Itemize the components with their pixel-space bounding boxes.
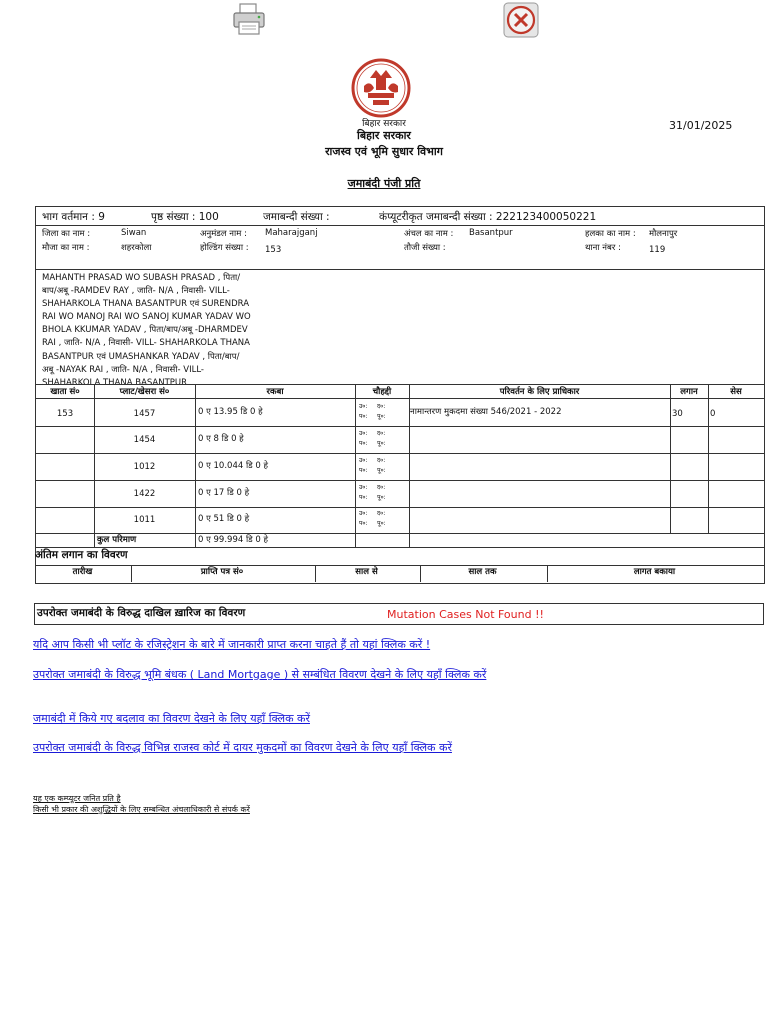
lagan-col-year-to: साल तक [468, 567, 497, 577]
lagan-section-title: अंतिम लगान का विवरण [35, 549, 128, 561]
halka-value: मौलनापुर [649, 229, 678, 239]
halka-label: हलका का नाम : [585, 229, 636, 239]
mauja-value: शहरकोला [121, 243, 152, 253]
table-cell-rakba: 0 ए 51 डि 0 हे [198, 514, 250, 524]
col-chauhaddi: चौहद्दी [372, 387, 392, 397]
table-cell-plot: 1457 [133, 409, 156, 419]
col-plot: प्लाट/खेसरा सं० [119, 387, 170, 397]
print-date: 31/01/2025 [669, 119, 733, 132]
anchal-label: अंचल का नाम : [404, 229, 454, 239]
table-cell-authority: नामान्तरण मुकदमा संख्या 546/2021 - 2022 [410, 407, 562, 417]
close-icon[interactable] [501, 0, 541, 40]
table-cell-khata: 153 [56, 409, 74, 419]
table-cell-rakba: 0 ए 10.044 डि 0 हे [198, 461, 269, 471]
table-cell-rakba: 0 ए 17 डि 0 हे [198, 488, 250, 498]
lagan-col-receipt: प्राप्ति पत्र सं० [200, 567, 244, 577]
mutation-details-box [34, 603, 764, 625]
computer-generated-note: यह एक कम्प्यूटर जनित प्रति है [33, 794, 121, 803]
jamabandi-sankhya: जमाबन्दी संख्या : [263, 211, 330, 223]
thana-value: 119 [649, 245, 666, 255]
total-label: कुल परिमाण [97, 535, 137, 545]
court-cases-link[interactable]: उपरोक्त जमाबंदी के विरुद्ध विभिन्न राजस्व कोर्ट में दायर मुकदमों का विवरण देखने के लिए यहाँ क्लिक करें [33, 741, 452, 754]
lagan-col-year-from: साल से [355, 567, 378, 577]
table-cell-plot: 1012 [133, 462, 156, 472]
anumandal-label: अनुमंडल नाम : [200, 229, 247, 239]
table-cell-chauhaddi: उ०: द०: प०: पू०: [359, 510, 386, 527]
zila-label: जिला का नाम : [42, 229, 91, 239]
government-name: बिहार सरकार [357, 129, 411, 142]
table-cell-plot: 1422 [133, 489, 156, 499]
printer-icon[interactable] [229, 0, 269, 40]
department-name: राजस्व एवं भूमि सुधार विभाग [325, 145, 443, 158]
col-ses: सेस [730, 387, 742, 397]
holding-value: 153 [265, 245, 282, 255]
jamabandi-changes-link[interactable]: जमाबंदी में किये गए बदलाव का विवरण देखने के लिए यहाँ क्लिक करें [33, 712, 310, 725]
owner-details: MAHANTH PRASAD WO SUBASH PRASAD , पिता/ बाप/अबू -RAMDEV RAY , जाति- N/A , निवासी- VILL- SHAHARKOLA THANA BASANTPUR एवं SURENDRA RAI WO MANOJ RAI WO SANOJ KUMAR YADAV WO BHOLA KKUMAR YADAV , पिता/बाप/अबू -DHARMDEV RAI , जाति- N/A , निवासी- VILL- SHAHARKOLA THANA BASANTPUR एवं UMASHANKAR YADAV , पिता/बाप/ अबू -NAYAK RAI , जाति- N/A , निवासी- VILL- SHAHARKOLA THANA BASANTPUR [42, 273, 251, 388]
lagan-col-dues: लागत बकाया [633, 567, 676, 577]
col-rakba: रकबा [266, 387, 284, 397]
land-mortgage-link[interactable]: उपरोक्त जमाबंदी के विरुद्ध भूमि बंधक ( Land Mortgage ) से सम्बंधित विवरण देखने के लिए यहाँ क्लिक करें [33, 668, 487, 681]
computer-jamabandi-sankhya: कंप्यूटरीकृत जमाबन्दी संख्या : 222123400050221 [379, 211, 597, 223]
table-cell-chauhaddi: उ०: द०: प०: पू०: [359, 457, 386, 474]
table-cell-rakba: 0 ए 13.95 डि 0 हे [198, 407, 263, 417]
registration-info-link[interactable]: यदि आप किसी भी प्लॉट के रजिस्ट्रेशन के बारे में जानकारी प्राप्त करना चाहते हैं तो यहां क्लिक करें ! [33, 638, 431, 651]
anumandal-value: Maharajganj [265, 228, 318, 238]
contact-note: किसी भी प्रकार की अशुद्धियों के लिए सम्बन्धित अंचलाधिकारी से संपर्क करें [33, 805, 250, 814]
bhag-vartman: भाग वर्तमान : 9 [42, 211, 105, 223]
lagan-col-date: तारीख [72, 567, 93, 577]
anchal-value: Basantpur [469, 228, 513, 238]
table-cell-chauhaddi: उ०: द०: प०: पू०: [359, 484, 386, 501]
col-khata: खाता सं० [50, 387, 80, 397]
table-cell-plot: 1011 [133, 515, 156, 525]
table-cell-chauhaddi: उ०: द०: प०: पू०: [359, 430, 386, 447]
holding-label: होल्डिंग संख्या : [200, 243, 249, 253]
table-cell-lagan: 30 [672, 409, 683, 419]
emblem-caption: बिहार सरकार [362, 119, 406, 129]
table-cell-rakba: 0 ए 8 डि 0 हे [198, 434, 244, 444]
zila-value: Siwan [121, 228, 147, 238]
table-cell-chauhaddi: उ०: द०: प०: पू०: [359, 403, 386, 420]
mutation-status: Mutation Cases Not Found !! [387, 608, 544, 621]
mutation-title: उपरोक्त जमाबंदी के विरुद्ध दाखिल ख़ारिज का विवरण [37, 607, 246, 619]
table-cell-ses: 0 [710, 409, 716, 419]
col-authority: परिवर्तन के लिए प्राधिकार [499, 387, 580, 397]
page-title: जमाबंदी पंजी प्रति [347, 177, 421, 190]
tauzi-label: तौजी संख्या : [404, 243, 446, 253]
bihar-emblem-logo [346, 58, 416, 120]
jamabandi-register-table [35, 206, 765, 584]
col-lagan: लगान [680, 387, 698, 397]
thana-label: थाना नंबर : [585, 243, 621, 253]
total-value: 0 ए 99.994 डि 0 हे [198, 535, 269, 545]
prishth-sankhya: पृष्ठ संख्या : 100 [151, 211, 219, 223]
table-cell-plot: 1454 [133, 435, 156, 445]
mauja-label: मौजा का नाम : [42, 243, 90, 253]
